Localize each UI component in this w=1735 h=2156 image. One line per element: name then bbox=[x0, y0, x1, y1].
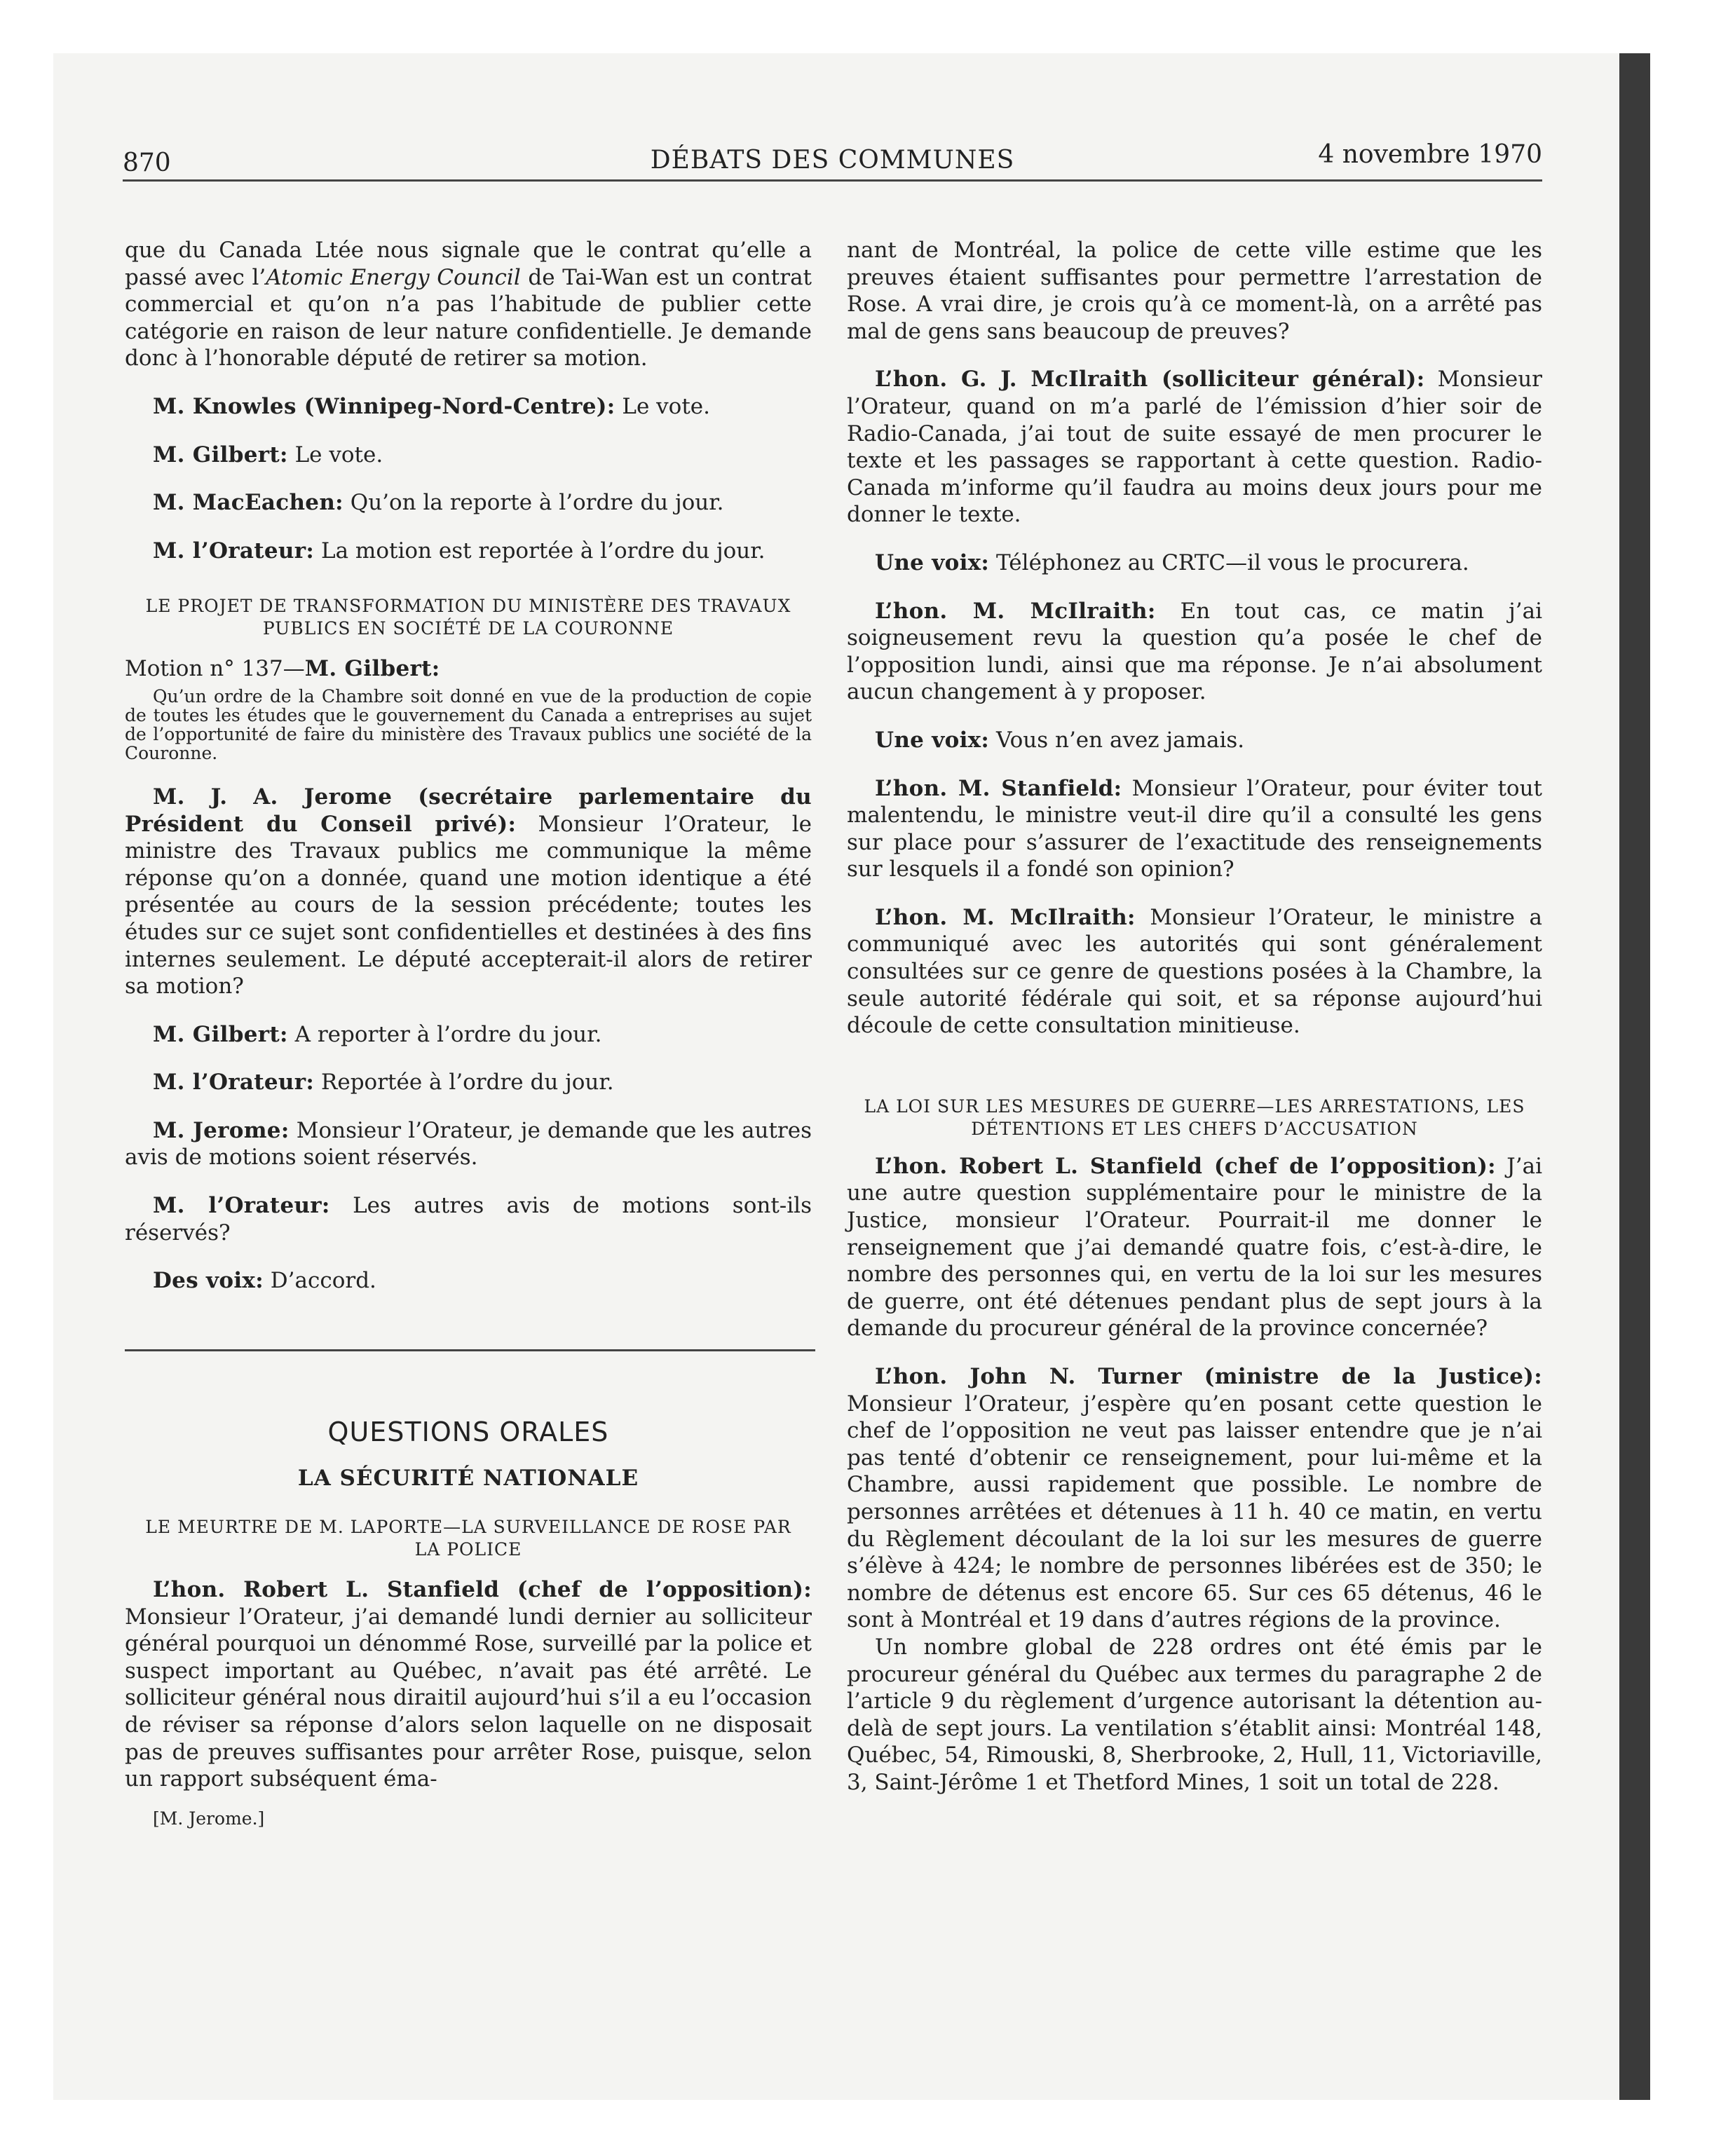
speech: L’hon. M. Stanfield: Monsieur l’Orateur, pour éviter tout malentendu, le ministre veut-il dire qu’il a consulté les gens sur place pour s’assurer de l’exactitude des renseignements sur lesquels il a fondé son opinion? bbox=[847, 775, 1542, 882]
speech: L’hon. Robert L. Stanfield (chef de l’opposition): J’ai une autre question supplémentaire pour le ministre de la Justice, monsieur l’Orateur. Pourrait-il me donner le renseignement que j’ai demandé quatre fois, c’est-à-dire, le nombre des personnes qui, en vertu de la loi sur les mesures de guerre, ont été détenues pendant plus de sept jours à la demande du procureur général de la province concernée? bbox=[847, 1153, 1542, 1342]
continuation-reference: [M. Jerome.] bbox=[153, 1808, 265, 1829]
scan-edge-shadow bbox=[1619, 53, 1650, 2100]
section-heading: LE PROJET DE TRANSFORMATION DU MINISTÈRE DES TRAVAUX PUBLICS EN SOCIÉTÉ DE LA COURONNE bbox=[145, 596, 791, 639]
section-divider bbox=[125, 1349, 815, 1351]
speech: M. J. A. Jerome (secrétaire parlementaire du Président du Conseil privé): Monsieur l’Orateur, le ministre des Travaux publics me communique la même réponse qu’on a donnée, quand une motion identique a été présentée au cours de la session précédente; toutes les études sur ce sujet sont confidentielles et destinées à des fins internes seulement. Le député accepterait-il alors de retirer sa motion? bbox=[125, 784, 812, 999]
speech: L’hon. M. McIlraith: Monsieur l’Orateur, le ministre a communiqué avec les autorités qui sont généralement consultées sur ce genre de questions posées à la Chambre, la seule autorité fédérale qui soit, et sa réponse aujourd’hui découle de cette consultation minitieuse. bbox=[847, 904, 1542, 1039]
page-date: 4 novembre 1970 bbox=[1318, 140, 1542, 169]
speaker: M. l’Orateur: bbox=[153, 1070, 315, 1096]
speaker: M. l’Orateur: bbox=[153, 538, 315, 564]
speaker: Des voix: bbox=[153, 1268, 264, 1294]
paragraph: nant de Montréal, la police de cette ville estime que les preuves étaient suffisantes pour permettre l’arrestation de Rose. A vrai dire, je crois qu’à ce moment-là, on a arrêté pas mal de gens sans beaucoup de preuves? bbox=[847, 238, 1542, 344]
speaker: M. l’Orateur: bbox=[153, 1193, 330, 1219]
speaker: M. Gilbert: bbox=[153, 1021, 288, 1047]
publication-title: DÉBATS DES COMMUNES bbox=[650, 146, 1015, 175]
subject-heading: LA SÉCURITÉ NATIONALE bbox=[297, 1466, 639, 1492]
speech: Une voix: Vous n’en avez jamais. bbox=[875, 727, 1245, 753]
speech: M. Knowles (Winnipeg-Nord-Centre): Le vote. bbox=[153, 393, 710, 419]
speaker: L’hon. John N. Turner (ministre de la Justice): bbox=[875, 1364, 1542, 1389]
page-header bbox=[123, 140, 1542, 175]
speaker: M. J. A. Jerome (secrétaire parlementaire du Président du Conseil privé): bbox=[125, 784, 812, 837]
speech: Des voix: D’accord. bbox=[153, 1268, 376, 1294]
speech: M. Jerome: Monsieur l’Orateur, je demande que les autres avis de motions soient réservés. bbox=[125, 1117, 812, 1171]
left-column bbox=[125, 237, 812, 1832]
paragraph: que du Canada Ltée nous signale que le contrat qu’elle a passé avec l’Atomic Energy Council de Tai-Wan est un contrat commercial et qu’on n’a pas l’habitude de publier cette catégorie en raison de leur nature confidentielle. Je demande donc à l’honorable député de retirer sa motion. bbox=[125, 238, 812, 371]
right-column bbox=[847, 237, 1542, 1796]
speaker: Une voix: bbox=[875, 727, 990, 753]
speech: L’hon. G. J. McIlraith (solliciteur général): Monsieur l’Orateur, quand on m’a parlé de l’émission d’hier soir de Radio-Canada, j’ai tout de suite essayé de men procurer le texte et les passages se rapportant à cette question. Radio-Canada m’informe qu’il faudra au moins deux jours pour me donner le texte. bbox=[847, 367, 1542, 528]
speaker: M. Gilbert: bbox=[153, 442, 288, 468]
speech: L’hon. Robert L. Stanfield (chef de l’opposition): Monsieur l’Orateur, j’ai demandé lundi dernier au solliciteur général pourquoi un dénommé Rose, surveillé par la police et suspect important au Québec, n’avait pas été arrêté. Le solliciteur général nous diraitil aujourd’hui s’il a eu l’occasion de réviser sa réponse d’alors selon laquelle on ne disposait pas de preuves suffisantes pour arrêter Rose, puisque, selon un rapport subséquent éma- bbox=[125, 1577, 812, 1792]
speaker: L’hon. Robert L. Stanfield (chef de l’opposition): bbox=[875, 1153, 1496, 1179]
speaker: M. Knowles (Winnipeg-Nord-Centre): bbox=[153, 393, 615, 419]
speech: M. l’Orateur: Reportée à l’ordre du jour. bbox=[153, 1070, 614, 1096]
speech: M. Gilbert: A reporter à l’ordre du jour. bbox=[153, 1021, 602, 1047]
section-heading: LE MEURTRE DE M. LAPORTE—LA SURVEILLANCE DE ROSE PAR LA POLICE bbox=[145, 1517, 791, 1560]
speaker: L’hon. M. McIlraith: bbox=[875, 598, 1156, 624]
speech: L’hon. M. McIlraith: En tout cas, ce matin j’ai soigneusement revu la question qu’a posée le chef de l’opposition lundi, ainsi que ma réponse. Je n’ai absolument aucun changement à y proposer. bbox=[847, 598, 1542, 705]
motion-heading: Motion n° 137—M. Gilbert: bbox=[125, 656, 440, 682]
speaker: L’hon. M. McIlraith: bbox=[875, 904, 1136, 930]
questions-heading: QUESTIONS ORALES bbox=[327, 1416, 609, 1447]
motion-text: Qu’un ordre de la Chambre soit donné en vue de la production de copie de toutes les études que le gouvernement du Canada a entreprises au sujet de l’opportunité de faire du ministère des Travaux publics une société de la Couronne. bbox=[125, 685, 812, 763]
speech: M. MacEachen: Qu’on la reporte à l’ordre du jour. bbox=[153, 490, 724, 516]
speaker: L’hon. Robert L. Stanfield (chef de l’opposition): bbox=[153, 1577, 812, 1603]
paragraph: Un nombre global de 228 ordres ont été émis par le procureur général du Québec aux termes du paragraphe 2 de l’article 9 du règlement d’urgence autorisant la détention au-delà de sept jours. La ventilation s’établit ainsi: Montréal 148, Québec, 54, Rimouski, 8, Sherbrooke, 2, Hull, 11, Victoriaville, 3, Saint-Jérôme 1 et Thetford Mines, 1 soit un total de 228. bbox=[847, 1634, 1542, 1795]
section-heading: LA LOI SUR LES MESURES DE GUERRE—LES ARRESTATIONS, LES DÉTENTIONS ET LES CHEFS D’ACCUSATION bbox=[864, 1096, 1525, 1139]
speech: M. l’Orateur: La motion est reportée à l’ordre du jour. bbox=[153, 538, 766, 564]
page-number: 870 bbox=[123, 149, 171, 177]
speech: L’hon. John N. Turner (ministre de la Justice): Monsieur l’Orateur, j’espère qu’en posant cette question le chef de l’opposition ne veut pas laisser entendre que je n’ai pas tenté d’obtenir ce renseignement, pour lui-même et la Chambre, aussi rapidement que possible. Le nombre de personnes arrêtées et détenues à 11 h. 40 ce matin, en vertu du Règlement découlant de la loi sur les mesures de guerre s’élève à 424; le nombre de personnes libérées est de 350; le nombre de détenus est encore 65. Sur ces 65 détenus, 46 le sont à Montréal et 19 dans d’autres régions de la province. bbox=[847, 1364, 1542, 1633]
speech: Une voix: Téléphonez au CRTC—il vous le procurera. bbox=[875, 550, 1469, 575]
speaker: M. Jerome: bbox=[153, 1117, 290, 1143]
speaker: M. MacEachen: bbox=[153, 490, 343, 516]
header-rule bbox=[123, 179, 1542, 182]
speech: M. Gilbert: Le vote. bbox=[153, 442, 383, 468]
speaker: L’hon. M. Stanfield: bbox=[875, 775, 1122, 801]
speaker: Une voix: bbox=[875, 550, 990, 575]
speaker: L’hon. G. J. McIlraith (solliciteur général): bbox=[875, 367, 1425, 393]
speech: M. l’Orateur: Les autres avis de motions sont-ils réservés? bbox=[125, 1193, 812, 1246]
